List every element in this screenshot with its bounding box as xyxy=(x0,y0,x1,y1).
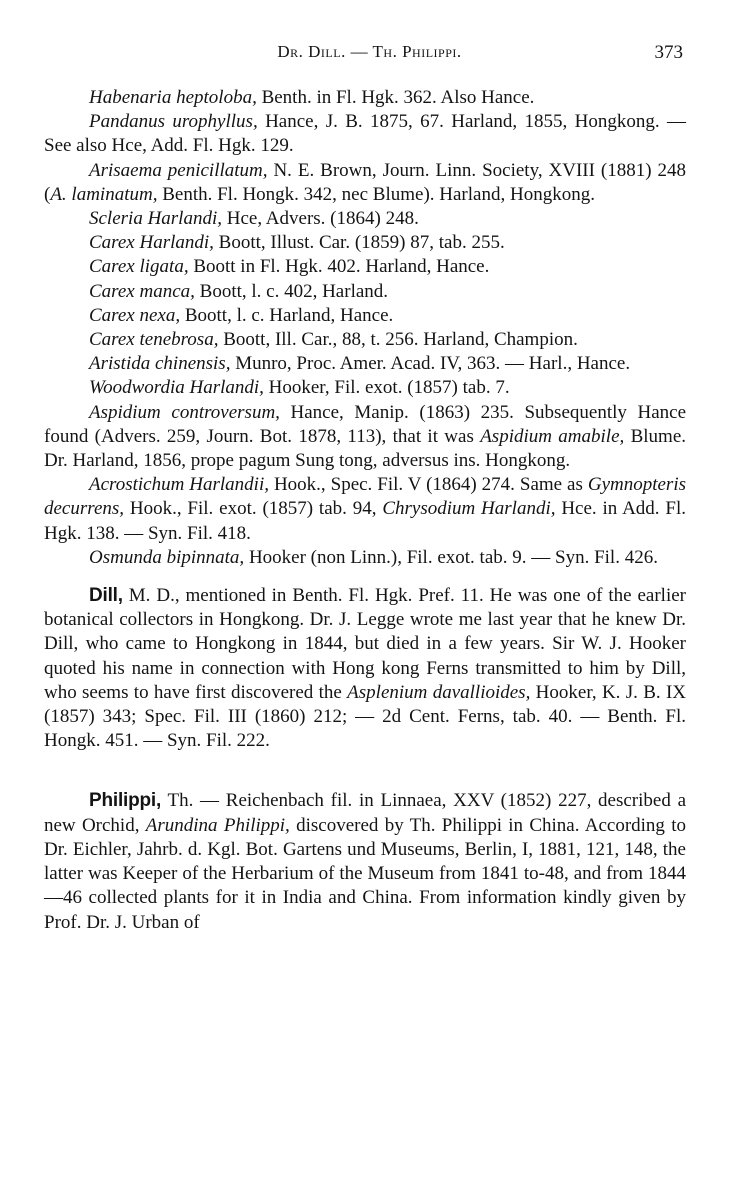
species-name: Aspidium amabile, xyxy=(480,425,625,447)
species-name: Arisaema penicillatum, xyxy=(89,159,268,181)
species-name: Carex tenebrosa, xyxy=(89,329,219,351)
species-name: Carex Harlandi, xyxy=(89,232,214,254)
species-name: A. laminatum, xyxy=(50,183,158,205)
species-name: Gymnopteris decurrens, xyxy=(44,474,686,520)
entry-paragraph: Scleria Harlandi, Hce, Advers. (1864) 248. xyxy=(89,208,419,230)
entry-paragraph: Aristida chinensis, Munro, Proc. Amer. Acad. IV, 363. — Harl., Hance. xyxy=(89,353,631,375)
species-name: Aristida chinensis, xyxy=(89,353,231,375)
entry-paragraph: Habenaria heptoloba, Benth. in Fl. Hgk. 362. Also Hance. xyxy=(89,87,535,108)
entry-paragraph: Carex ligata, Boott in Fl. Hgk. 402. Harland, Hance. xyxy=(89,256,490,278)
species-name: Asplenium davallioides, xyxy=(347,681,531,703)
species-name: Arundina Philippi, xyxy=(145,814,290,836)
entry-paragraph: Carex manca, Boott, l. c. 402, Harland. xyxy=(89,280,389,302)
species-name: Woodwordia Harlandi, xyxy=(89,377,264,399)
entry-paragraph: Carex tenebrosa, Boott, Ill. Car., 88, t. 256. Harland, Champion. xyxy=(89,329,578,351)
running-header: Dr. Dill. — Th. Philippi. xyxy=(277,42,462,61)
section-gap xyxy=(44,753,686,789)
entry-paragraph: Pandanus urophyllus, Hance, J. B. 1875, 67. Harland, 1855, Hongkong. — See also Hce, Add. Fl. Hgk. 129. xyxy=(44,111,686,157)
species-name: Carex nexa, xyxy=(89,304,181,326)
section-gap xyxy=(44,570,686,584)
species-name: Habenaria heptoloba, xyxy=(89,87,257,108)
entry-paragraph: Aspidium controversum, Hance, Manip. (1863) 235. Subsequently Hance found (Advers. 259, Journ. Bot. 1878, 113), that it was Aspidium amabile, Blume. Dr. Harland, 1856, prope pagum Sung tong, adversus ins. Hongkong. xyxy=(44,401,687,472)
dill-section: Dill, M. D., mentioned in Benth. Fl. Hgk. Pref. 11. He was one of the earlier botanical collectors in Hongkong. Dr. J. Legge wrote me last year that he knew Dr. Dill, who came to Hongkong in 1844, but died in a few years. Sir W. J. Hooker quoted his name in connection with Hong kong Ferns transmitted to him by Dill, who seems to have first discovered the Asplenium davallioides, Hooker, K. J. B. IX (1857) 343; Spec. Fil. III (1860) 212; — 2d Cent. Ferns, tab. 40. — Benth. Fl. Hongk. 451. — Syn. Fil. 222. xyxy=(44,585,687,752)
page-body xyxy=(44,86,686,935)
entry-paragraph: Woodwordia Harlandi, Hooker, Fil. exot. (1857) tab. 7. xyxy=(89,377,510,399)
section-heading-dill: Dill, xyxy=(89,585,123,607)
species-name: Carex manca, xyxy=(89,280,195,302)
species-name: Chrysodium Harlandi, xyxy=(382,498,556,520)
entry-paragraph: Carex Harlandi, Boott, Illust. Car. (1859) 87, tab. 255. xyxy=(89,232,505,254)
species-name: Scleria Harlandi, xyxy=(89,208,222,230)
philippi-section: Philippi, Th. — Reichenbach fil. in Linnaea, XXV (1852) 227, described a new Orchid, Arundina Philippi, discovered by Th. Philippi in China. According to Dr. Eichler, Jahrb. d. Kgl. Bot. Gartens und Museums, Berlin, I, 1881, 121, 148, the latter was Keeper of the Herbarium of the Museum from 1841 to-48, and from 1844—46 collected plants for it in India and China. From information kindly given by Prof. Dr. J. Urban of xyxy=(44,790,686,933)
page-number: 373 xyxy=(654,42,683,63)
entry-paragraph: Osmunda bipinnata, Hooker (non Linn.), Fil. exot. tab. 9. — Syn. Fil. 426. xyxy=(89,546,658,568)
species-name: Aspidium controversum, xyxy=(89,401,280,423)
entry-paragraph: Acrostichum Harlandii, Hook., Spec. Fil. V (1864) 274. Same as Gymnopteris decurrens, Hook., Fil. exot. (1857) tab. 94, Chrysodium Harlandi, Hce. in Add. Fl. Hgk. 138. — Syn. Fil. 418. xyxy=(44,474,686,544)
entry-paragraph: Carex nexa, Boott, l. c. Harland, Hance. xyxy=(89,304,394,326)
section-heading-philippi: Philippi, xyxy=(89,790,162,812)
entry-paragraph: Arisaema penicillatum, N. E. Brown, Journ. Linn. Society, XVIII (1881) 248 (A. laminatum, Benth. Fl. Hongk. 342, nec Blume). Harland, Hongkong. xyxy=(44,159,686,205)
species-name: Acrostichum Harlandii, xyxy=(89,474,269,496)
species-name: Carex ligata, xyxy=(89,256,189,278)
species-name: Pandanus urophyllus, xyxy=(89,111,258,133)
species-name: Osmunda bipinnata, xyxy=(89,546,245,568)
